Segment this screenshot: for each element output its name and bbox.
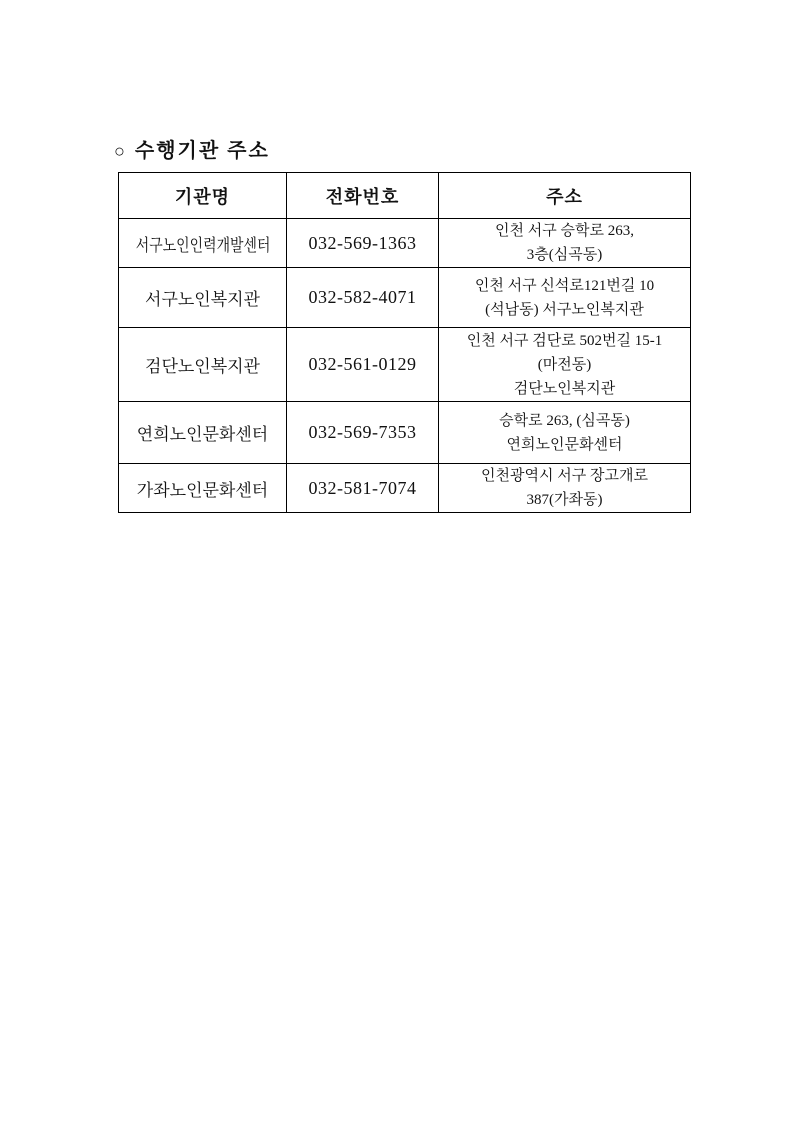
agency-name-cell: [119, 464, 287, 513]
column-header-agency-name: 기관명: [119, 173, 287, 219]
address-line: 검단노인복지관: [513, 380, 616, 397]
address-line: 3층(심곡동): [526, 247, 603, 263]
agency-phone-cell: 032-561-0129: [287, 328, 439, 402]
table-row: [119, 402, 691, 464]
table-row: [119, 268, 691, 328]
agency-address-cell: [439, 268, 691, 328]
agency-phone-cell: 032-569-1363: [287, 219, 439, 268]
agency-name-cell: [119, 219, 287, 268]
agency-name: 연희노인문화센터: [136, 425, 269, 444]
address-line: 승학로 263, (심곡동): [499, 412, 630, 429]
column-header-address: 주소: [439, 173, 691, 219]
table-row: [119, 464, 691, 513]
section-title: [114, 134, 270, 163]
address-line: 인천 서구 신석로121번길 10: [474, 277, 655, 294]
section-title-text: 수행기관 주소: [134, 140, 270, 162]
address-line: 인천 서구 검단로 502번길 15-1: [466, 332, 663, 349]
agency-address-cell: [439, 464, 691, 513]
table-header-row: [119, 173, 691, 219]
agency-address-cell: [439, 328, 691, 402]
agency-address-cell: [439, 219, 691, 268]
agency-phone-cell: 032-569-7353: [287, 402, 439, 464]
agency-address-cell: [439, 402, 691, 464]
agency-address-table: [118, 172, 691, 513]
address-line: 인천 서구 승학로 263,: [495, 223, 634, 239]
address-line: 연희노인문화센터: [506, 436, 623, 453]
address-line: 인천광역시 서구 장고개로: [481, 468, 648, 484]
agency-phone-cell: 032-582-4071: [287, 268, 439, 328]
circle-bullet-icon: ○: [114, 141, 125, 161]
agency-name: 검단노인복지관: [145, 357, 260, 376]
agency-name: 가좌노인문화센터: [136, 480, 269, 500]
table-row: [119, 328, 691, 402]
agency-phone-cell: 032-581-7074: [287, 464, 439, 513]
agency-name-cell: [119, 268, 287, 328]
address-line: 387(가좌동): [526, 492, 603, 508]
agency-name: 서구노인복지관: [145, 290, 260, 309]
agency-name-cell: [119, 328, 287, 402]
table-row: [119, 219, 691, 268]
address-line: (석남동) 서구노인복지관: [485, 301, 644, 318]
agency-name: 서구노인인력개발센터: [135, 235, 271, 255]
agency-name-cell: [119, 402, 287, 464]
address-line: (마전동): [537, 356, 592, 373]
column-header-phone: 전화번호: [287, 173, 439, 219]
